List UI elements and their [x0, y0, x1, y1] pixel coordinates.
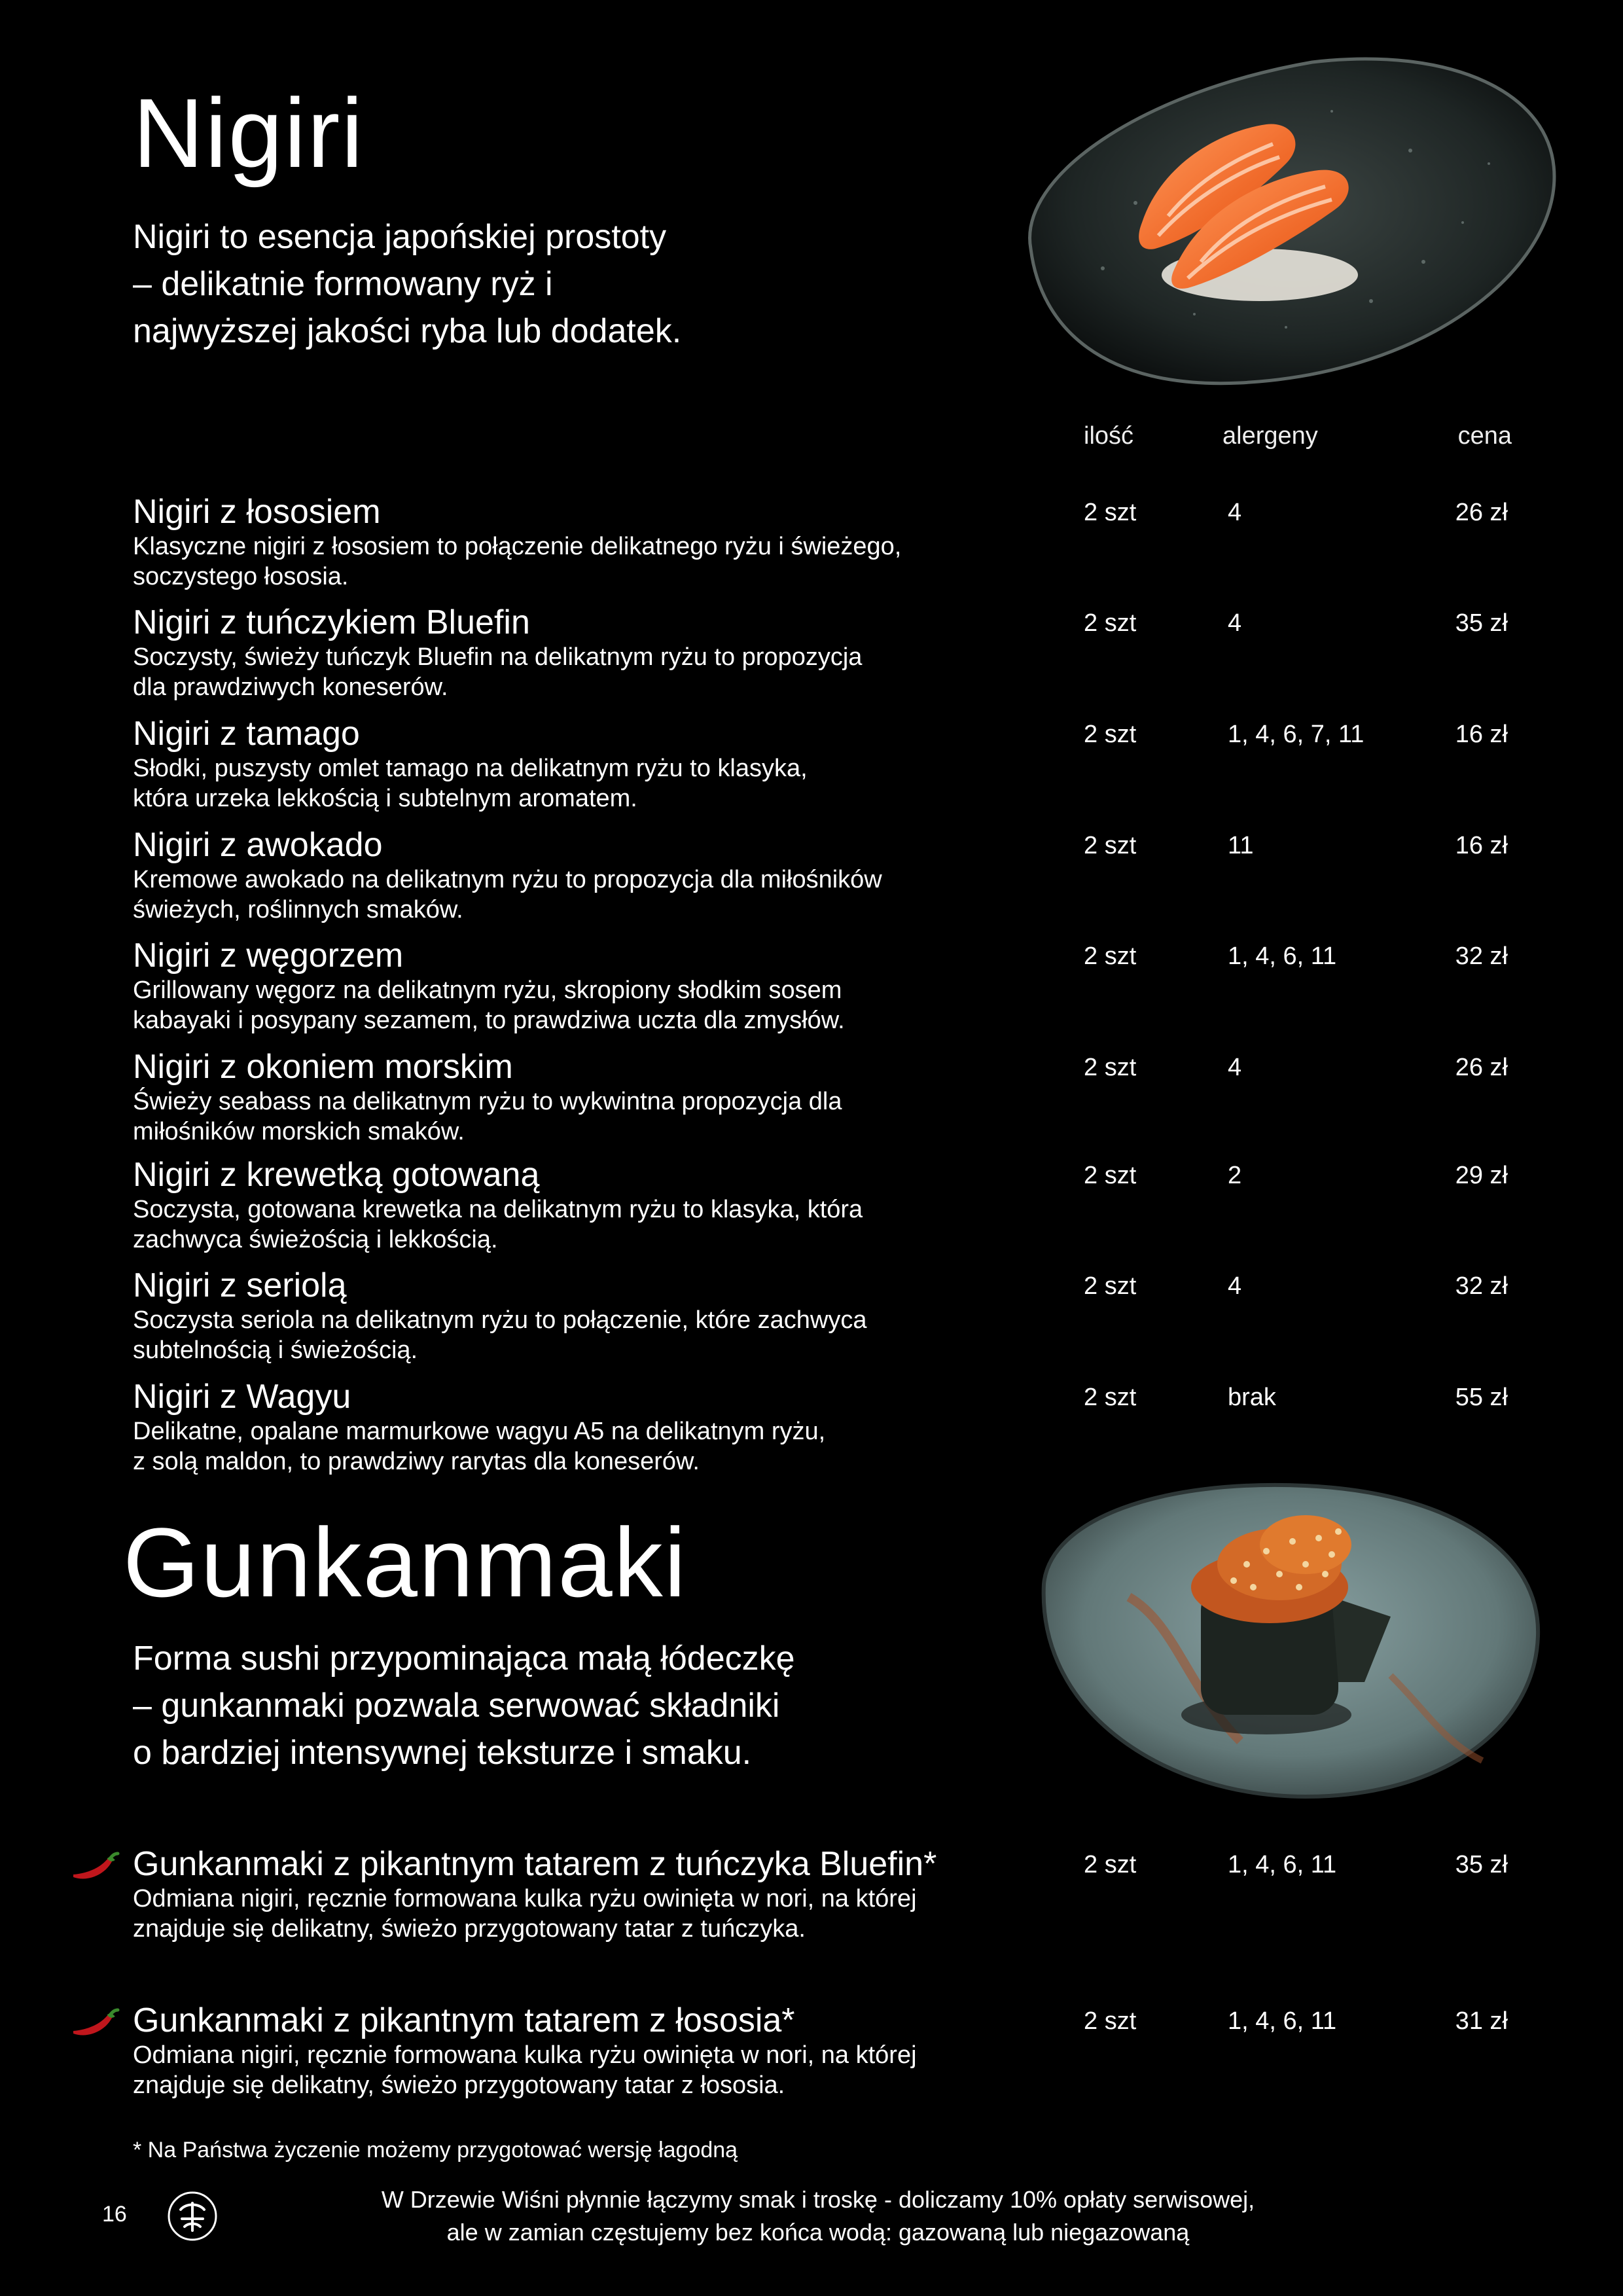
page-number: 16	[102, 2202, 127, 2227]
chili-pepper-icon	[68, 1851, 120, 1884]
gunkan-intro	[133, 1635, 795, 1776]
menu-item-description-line: dla prawdziwych koneserów.	[133, 673, 448, 701]
nigiri-plate-image	[1005, 52, 1561, 393]
menu-item-quantity: 2 szt	[1084, 942, 1137, 970]
menu-item-name: Gunkanmaki z pikantnym tatarem z łososia*	[133, 2001, 795, 2039]
nigiri-intro	[133, 213, 681, 355]
menu-item-description-line: z solą maldon, to prawdziwy rarytas dla koneserów.	[133, 1448, 700, 1475]
menu-item-description-line: Odmiana nigiri, ręcznie formowana kulka ryżu owinięta w nori, na której	[133, 1885, 917, 1912]
menu-item-description	[133, 975, 1049, 1035]
gunkan-intro-line: Forma sushi przypominająca małą łódeczkę	[133, 1640, 795, 1677]
menu-item	[0, 825, 1623, 937]
menu-item-allergens: 11	[1228, 832, 1254, 859]
service-fee-notice	[294, 2183, 1342, 2249]
menu-item-description	[133, 531, 1049, 592]
menu-item-allergens: 4	[1228, 609, 1242, 637]
menu-item	[0, 1047, 1623, 1158]
menu-item-description-line: Soczysty, świeży tuńczyk Bluefin na delikatnym ryżu to propozycja	[133, 643, 863, 671]
menu-item-allergens: 1, 4, 6, 11	[1228, 1851, 1337, 1878]
menu-item	[0, 492, 1623, 603]
menu-item-quantity: 2 szt	[1084, 1851, 1137, 1878]
menu-item-allergens: 1, 4, 6, 7, 11	[1228, 721, 1364, 748]
menu-item-price: 16 zł	[1455, 721, 1508, 748]
section-title-nigiri: Nigiri	[133, 78, 365, 188]
menu-item-name: Nigiri z awokado	[133, 826, 383, 864]
menu-item-allergens: 1, 4, 6, 11	[1228, 942, 1337, 970]
section-title-gunkanmaki: Gunkanmaki	[123, 1507, 688, 1617]
column-header-allergens: alergeny	[1222, 422, 1318, 450]
menu-item-quantity: 2 szt	[1084, 1162, 1137, 1189]
menu-item-description-line: świeżych, roślinnych smaków.	[133, 896, 463, 924]
menu-item-price: 32 zł	[1455, 1272, 1508, 1300]
menu-item-name: Gunkanmaki z pikantnym tatarem z tuńczyka Bluefin*	[133, 1845, 937, 1883]
menu-item	[0, 1844, 1623, 1956]
gunkan-intro-line: o bardziej intensywnej teksturze i smaku.	[133, 1734, 752, 1772]
menu-item-description	[133, 2040, 1049, 2100]
menu-item-description-line: soczystego łososia.	[133, 563, 349, 590]
menu-item-price: 29 zł	[1455, 1162, 1508, 1189]
menu-item-description-line: Soczysta, gotowana krewetka na delikatnym ryżu to klasyka, która	[133, 1196, 863, 1223]
menu-item-description-line: Grillowany węgorz na delikatnym ryżu, skropiony słodkim sosem	[133, 977, 842, 1004]
nigiri-intro-line: – delikatnie formowany ryż i	[133, 265, 553, 303]
menu-item-description-line: Kremowe awokado na delikatnym ryżu to propozycja dla miłośników	[133, 866, 882, 893]
menu-item-description-line: znajduje się delikatny, świeżo przygotowany tatar z tuńczyka.	[133, 1915, 806, 1943]
menu-item-quantity: 2 szt	[1084, 832, 1137, 859]
menu-item	[0, 603, 1623, 714]
menu-item-description-line: Odmiana nigiri, ręcznie formowana kulka ryżu owinięta w nori, na której	[133, 2041, 917, 2069]
service-fee-line: ale w zamian częstujemy bez końca wodą: gazowaną lub niegazowaną	[446, 2219, 1190, 2246]
gunkan-intro-line: – gunkanmaki pozwala serwować składniki	[133, 1687, 780, 1725]
menu-item-description	[133, 642, 1049, 702]
menu-item-quantity: 2 szt	[1084, 1272, 1137, 1300]
menu-item-description-line: subtelnością i świeżością.	[133, 1336, 418, 1364]
menu-item-price: 26 zł	[1455, 1054, 1508, 1081]
menu-item-quantity: 2 szt	[1084, 1384, 1137, 1411]
chili-pepper-icon	[68, 2007, 120, 2040]
menu-item-price: 35 zł	[1455, 609, 1508, 637]
menu-item-allergens: 4	[1228, 499, 1242, 526]
menu-item	[0, 2001, 1623, 2112]
column-header-qty: ilość	[1084, 422, 1134, 450]
menu-item-description-line: miłośników morskich smaków.	[133, 1118, 465, 1145]
menu-item-description	[133, 753, 1049, 814]
service-fee-line: W Drzewie Wiśni płynnie łączymy smak i troskę - doliczamy 10% opłaty serwisowej,	[381, 2186, 1255, 2213]
menu-item-name: Nigiri z seriolą	[133, 1266, 347, 1304]
menu-item-allergens: brak	[1228, 1384, 1276, 1411]
menu-item-price: 31 zł	[1455, 2007, 1508, 2035]
menu-item-description	[133, 1416, 1049, 1477]
menu-item-description	[133, 1194, 1049, 1255]
menu-item-quantity: 2 szt	[1084, 609, 1137, 637]
menu-item-description-line: kabayaki i posypany sezamem, to prawdziwa uczta dla zmysłów.	[133, 1007, 845, 1034]
menu-item-description	[133, 865, 1049, 925]
menu-item	[0, 714, 1623, 825]
menu-item	[0, 1266, 1623, 1377]
menu-item-allergens: 4	[1228, 1054, 1242, 1081]
menu-item-name: Nigiri z węgorzem	[133, 937, 404, 975]
menu-item-quantity: 2 szt	[1084, 1054, 1137, 1081]
gunkan-plate-image	[1024, 1466, 1548, 1806]
menu-item-price: 35 zł	[1455, 1851, 1508, 1878]
menu-item-allergens: 4	[1228, 1272, 1242, 1300]
menu-item	[0, 936, 1623, 1047]
menu-item-name: Nigiri z tuńczykiem Bluefin	[133, 603, 530, 641]
menu-item-name: Nigiri z okoniem morskim	[133, 1048, 513, 1086]
menu-item-description-line: znajduje się delikatny, świeżo przygotowany tatar z łososia.	[133, 2072, 785, 2099]
menu-item-description-line: Delikatne, opalane marmurkowe wagyu A5 na delikatnym ryżu,	[133, 1418, 826, 1445]
menu-item-description-line: zachwyca świeżością i lekkością.	[133, 1226, 498, 1253]
menu-item-description	[133, 1086, 1049, 1147]
menu-item-price: 16 zł	[1455, 832, 1508, 859]
mild-version-footnote: * Na Państwa życzenie możemy przygotować wersję łagodną	[133, 2138, 738, 2162]
menu-item-description-line: Słodki, puszysty omlet tamago na delikatnym ryżu to klasyka,	[133, 755, 808, 782]
menu-item-description-line: Klasyczne nigiri z łososiem to połączenie delikatnego ryżu i świeżego,	[133, 533, 902, 560]
restaurant-logo-icon	[166, 2190, 219, 2242]
nigiri-intro-line: Nigiri to esencja japońskiej prostoty	[133, 218, 667, 256]
menu-item-name: Nigiri z łososiem	[133, 493, 381, 531]
menu-item-quantity: 2 szt	[1084, 2007, 1137, 2035]
menu-item-description	[133, 1884, 1049, 1944]
menu-item-description	[133, 1305, 1049, 1365]
menu-item-description-line: Soczysta seriola na delikatnym ryżu to połączenie, które zachwyca	[133, 1306, 867, 1334]
menu-item	[0, 1155, 1623, 1266]
column-header-price: cena	[1457, 422, 1512, 450]
menu-item-description-line: która urzeka lekkością i subtelnym aromatem.	[133, 785, 637, 812]
nigiri-intro-line: najwyższej jakości ryba lub dodatek.	[133, 312, 682, 350]
menu-item-allergens: 2	[1228, 1162, 1242, 1189]
menu-item-name: Nigiri z Wagyu	[133, 1378, 351, 1416]
menu-item-quantity: 2 szt	[1084, 721, 1137, 748]
menu-item-description-line: Świeży seabass na delikatnym ryżu to wykwintna propozycja dla	[133, 1088, 842, 1115]
menu-item-name: Nigiri z krewetką gotowaną	[133, 1156, 540, 1194]
menu-item-quantity: 2 szt	[1084, 499, 1137, 526]
menu-item-price: 32 zł	[1455, 942, 1508, 970]
menu-item-name: Nigiri z tamago	[133, 715, 360, 753]
menu-item-allergens: 1, 4, 6, 11	[1228, 2007, 1337, 2035]
menu-item-price: 26 zł	[1455, 499, 1508, 526]
menu-item-price: 55 zł	[1455, 1384, 1508, 1411]
